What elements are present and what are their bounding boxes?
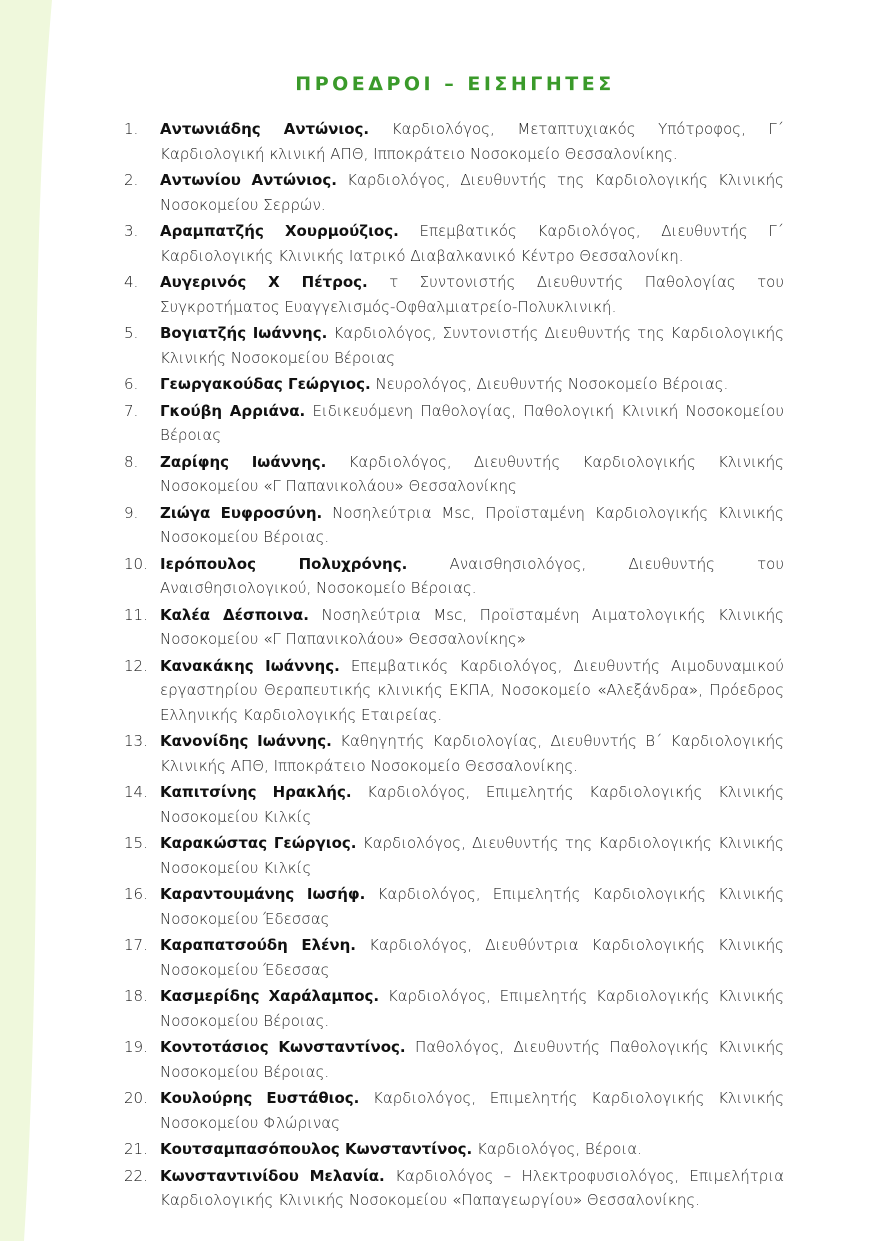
speaker-list (124, 117, 784, 1215)
list-item (124, 168, 784, 217)
item-body (160, 270, 784, 319)
item-number: 11. (124, 605, 148, 624)
item-body (160, 219, 784, 268)
speaker-description: Επεμβατικός Καρδιολόγος, Διευθυντής Γ΄ Καρδιολογικής Κλινικής Ιατρικό Διαβαλκανικό Κέντρο Θεσσαλονίκη. (160, 222, 784, 265)
list-item (124, 603, 784, 652)
speaker-name: Καραντουμάνης Ιωσήφ. (160, 885, 366, 903)
item-number: 21. (124, 1140, 148, 1158)
speaker-name: Κοντοτάσιος Κωνσταντίνος. (160, 1038, 406, 1056)
speaker-description: Καρδιολόγος, Διευθυντής της Καρδιολογικής Κλινικής Νοσοκομείου Σερρών. (160, 171, 784, 214)
speaker-description: Παθολόγος, Διευθυντής Παθολογικής Κλινικής Νοσοκομείου Βέροιας. (160, 1038, 784, 1081)
item-number: 15. (124, 834, 148, 852)
list-item (124, 552, 784, 601)
list-item (124, 450, 784, 499)
item-number: 12. (124, 656, 148, 675)
speaker-description: Καρδιολόγος, Συντονιστής Διευθυντής της Καρδιολογικής Κλινικής Νοσοκομείου Βέροιας (160, 324, 784, 367)
item-body (160, 450, 784, 499)
item-number: 14. (124, 783, 148, 801)
speaker-name: Αντωνιάδης Αντώνιος. (160, 120, 370, 138)
list-item (124, 984, 784, 1033)
item-body (160, 984, 784, 1033)
item-body (160, 501, 784, 550)
speaker-description: Νοσηλεύτρια Msc, Προϊσταμένη Καρδιολογικής Κλινικής Νοσοκομείου Βέροιας. (160, 503, 784, 546)
item-number: 17. (124, 936, 148, 954)
speaker-description: τ Συντονιστής Διευθυντής Παθολογίας του Συγκροτήματος Ευαγγελισμός-Οφθαλμιατρείο-Πολυκλινική. (160, 273, 784, 316)
speaker-description: Καρδιολόγος, Βέροια. (477, 1140, 642, 1158)
item-number: 16. (124, 885, 148, 903)
item-body (160, 399, 784, 448)
speaker-description: Καρδιολόγος, Διευθυντής Καρδιολογικής Κλινικής Νοσοκομείου «Γ Παπανικολάου» Θεσσαλονίκης (160, 452, 784, 495)
item-number: 7. (124, 401, 139, 420)
list-item (124, 1086, 784, 1135)
item-body (160, 1035, 784, 1084)
item-body (160, 780, 784, 829)
item-body (160, 831, 784, 880)
item-number: 10. (124, 554, 148, 573)
item-number: 9. (124, 503, 139, 522)
list-item (124, 729, 784, 778)
speaker-description: Αναισθησιολόγος, Διευθυντής του Αναισθησιολογικού, Νοσοκομείο Βέροιας. (160, 554, 784, 597)
page-title: ΠΡΟΕΔΡΟΙ – ΕΙΣΗΓΗΤΕΣ (295, 72, 615, 95)
item-body (160, 654, 784, 728)
speaker-description: Καρδιολόγος, Επιμελητής Καρδιολογικής Κλινικής Νοσοκομείου Έδεσσας (160, 885, 784, 928)
list-item (124, 933, 784, 982)
list-item (124, 219, 784, 268)
speaker-description: Καρδιολόγος, Επιμελητής Καρδιολογικής Κλινικής Νοσοκομείου Βέροιας. (160, 987, 784, 1030)
speaker-name: Κανακάκης Ιωάννης. (160, 656, 340, 675)
speaker-name: Αυγερινός Χ Πέτρος. (160, 273, 368, 291)
item-body (160, 1086, 784, 1135)
speaker-name: Κωνσταντινίδου Μελανία. (160, 1166, 385, 1185)
item-number: 19. (124, 1038, 148, 1056)
item-number: 5. (124, 324, 139, 342)
item-number: 22. (124, 1166, 148, 1185)
speaker-name: Γεωργακούδας Γεώργιος. (160, 375, 371, 393)
list-item (124, 882, 784, 931)
list-item (124, 270, 784, 319)
speaker-name: Ζιώγα Ευφροσύνη. (160, 503, 323, 522)
speaker-name: Αραμπατζής Χουρμούζιος. (160, 222, 399, 240)
item-body (160, 729, 784, 778)
list-item (124, 1164, 784, 1213)
speaker-description: Επεμβατικός Καρδιολόγος, Διευθυντής Αιμοδυναμικού εργαστηρίου Θεραπευτικής κλινικής ΕΚΠΑ, Νοσοκομείο «Αλεξάνδρα», Πρόεδρος Ελληνικής Καρδιολογικής Εταιρείας. (160, 656, 784, 724)
item-body (160, 117, 784, 166)
list-item (124, 117, 784, 166)
speaker-description: Καρδιολόγος, Διευθυντής της Καρδιολογικής Κλινικής Νοσοκομείου Κιλκίς (160, 834, 784, 877)
list-item (124, 501, 784, 550)
item-body (160, 603, 784, 652)
list-item (124, 1137, 784, 1162)
item-number: 18. (124, 987, 148, 1005)
item-body (160, 882, 784, 931)
speaker-name: Κασμερίδης Χαράλαμπος. (160, 987, 380, 1005)
speaker-description: Καρδιολόγος, Επιμελητής Καρδιολογικής Κλινικής Νοσοκομείου Κιλκίς (160, 783, 784, 826)
item-number: 13. (124, 732, 148, 750)
item-number: 20. (124, 1089, 148, 1107)
item-body (160, 372, 784, 397)
item-number: 3. (124, 222, 139, 240)
speaker-name: Καλέα Δέσποινα. (160, 605, 309, 624)
speaker-description: Καρδιολόγος – Ηλεκτροφυσιολόγος, Επιμελήτρια Καρδιολογικής Κλινικής Νοσοκομείου «Παπαγεωργίου» Θεσσαλονίκης. (160, 1166, 784, 1209)
speaker-description: Νοσηλεύτρια Msc, Προϊσταμένη Αιματολογικής Κλινικής Νοσοκομείου «Γ Παπανικολάου» Θεσσαλονίκης» (160, 605, 784, 648)
speaker-name: Κουλούρης Ευστάθιος. (160, 1089, 360, 1107)
speaker-description: Καθηγητής Καρδιολογίας, Διευθυντής Β΄ Καρδιολογικής Κλινικής ΑΠΘ, Ιπποκράτειο Νοσοκομείο Θεσσαλονίκης. (160, 732, 784, 775)
item-number: 8. (124, 452, 139, 471)
speaker-name: Ζαρίφης Ιωάννης. (160, 452, 327, 471)
speaker-name: Αντωνίου Αντώνιος. (160, 171, 337, 189)
speaker-description: Καρδιολόγος, Μεταπτυχιακός Υπότροφος, Γ΄ Καρδιολογική κλινική ΑΠΘ, Ιπποκράτειο Νοσοκομείο Θεσσαλονίκης. (160, 120, 785, 163)
list-item (124, 780, 784, 829)
item-body (160, 168, 784, 217)
item-body (160, 933, 784, 982)
speaker-name: Καραπατσούδη Ελένη. (160, 936, 357, 954)
speaker-description: Ειδικευόμενη Παθολογίας, Παθολογική Κλινική Νοσοκομείου Βέροιας (160, 401, 784, 444)
speaker-name: Βογιατζής Ιωάννης. (160, 324, 328, 342)
list-item (124, 321, 784, 370)
item-body (160, 321, 784, 370)
item-body (160, 1164, 784, 1213)
speaker-description: Νευρολόγος, Διευθυντής Νοσοκομείο Βέροιας. (375, 375, 729, 393)
list-item (124, 1035, 784, 1084)
list-item (124, 372, 784, 397)
speaker-description: Καρδιολόγος, Επιμελητής Καρδιολογικής Κλινικής Νοσοκομείου Φλώρινας (160, 1089, 784, 1132)
item-number: 4. (124, 273, 139, 291)
list-item (124, 399, 784, 448)
item-number: 1. (124, 120, 139, 138)
speaker-name: Γκούβη Αρριάνα. (160, 401, 306, 420)
list-item (124, 654, 784, 728)
speaker-name: Καρακώστας Γεώργιος. (160, 834, 357, 852)
speaker-name: Κουτσαμπασόπουλος Κωνσταντίνος. (160, 1140, 473, 1158)
speaker-name: Ιερόπουλος Πολυχρόνης. (160, 554, 408, 573)
item-number: 2. (124, 171, 139, 189)
item-body (160, 552, 784, 601)
item-body (160, 1137, 784, 1162)
speaker-name: Κανονίδης Ιωάννης. (160, 732, 332, 750)
item-number: 6. (124, 375, 139, 393)
speaker-name: Καπιτσίνης Ηρακλής. (160, 783, 352, 801)
speaker-description: Καρδιολόγος, Διευθύντρια Καρδιολογικής Κλινικής Νοσοκομείου Έδεσσας (160, 936, 784, 979)
list-item (124, 831, 784, 880)
